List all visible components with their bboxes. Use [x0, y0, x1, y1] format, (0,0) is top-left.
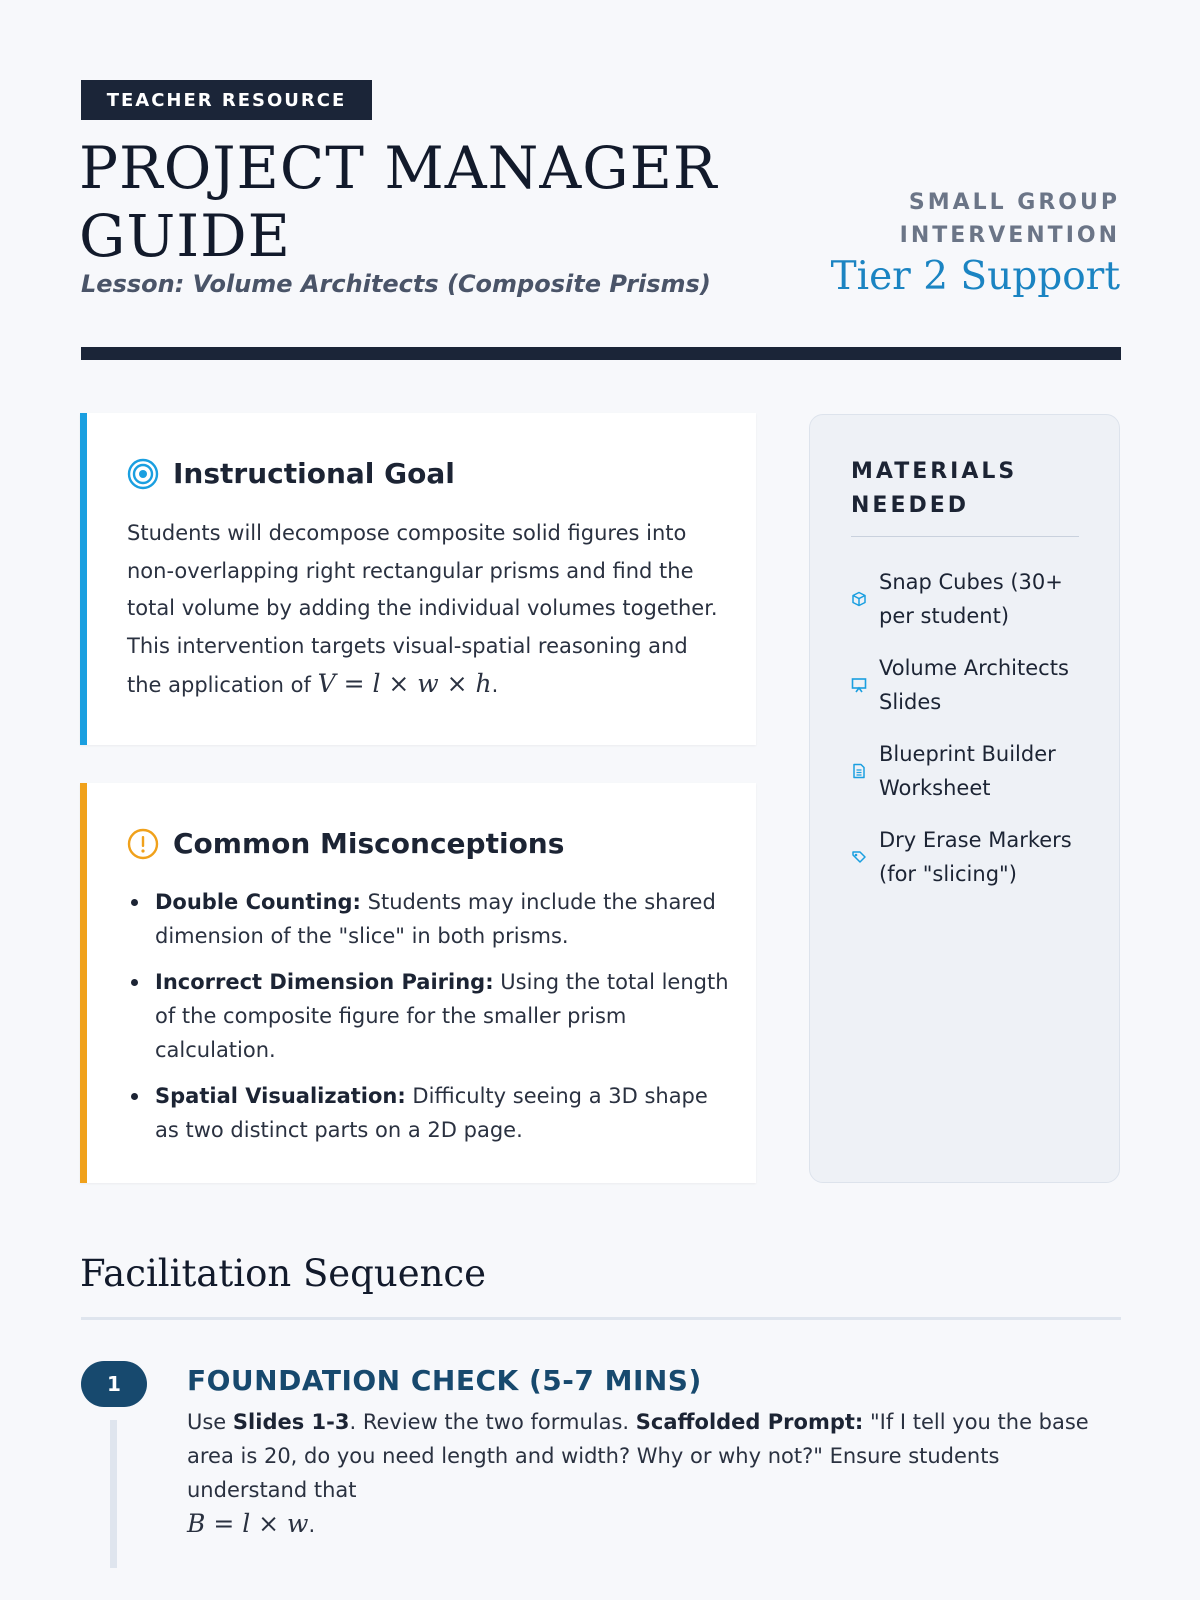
step-title: FOUNDATION CHECK (5-7 MINS): [187, 1364, 702, 1397]
goal-text-body: Students will decompose composite solid figures into non-overlapping right rectangular prisms and find the total volume by adding the individual volumes together. This intervention targets visual-spatial reasoning and the application of: [127, 521, 718, 697]
material-item-snap-cubes: [851, 565, 1091, 633]
misconception-text: Students may include the shared dimension of the "slice" in both prisms.: [155, 890, 716, 948]
misconceptions-card: [80, 783, 756, 1183]
misconception-term: Double Counting:: [155, 890, 361, 914]
goal-heading: Instructional Goal: [173, 457, 455, 490]
page-title-line2: GUIDE: [79, 202, 291, 270]
step-bold: Scaffolded Prompt:: [635, 1410, 864, 1434]
step-text: . Review the two formulas.: [349, 1410, 636, 1434]
cube-icon: [851, 591, 867, 607]
misconception-term: Incorrect Dimension Pairing:: [155, 970, 494, 994]
misconceptions-list: [155, 885, 737, 1159]
material-label: Blueprint Builder Worksheet: [879, 742, 1056, 800]
marker-icon: [851, 849, 867, 865]
alert-circle-icon: [127, 828, 159, 860]
step-timeline-line: [110, 1420, 117, 1568]
page-title-line1: PROJECT MANAGER: [79, 134, 718, 202]
instructional-goal-card: [80, 413, 756, 745]
step-number-badge: 1: [81, 1361, 147, 1407]
teacher-resource-badge: TEACHER RESOURCE: [81, 80, 372, 120]
target-icon: [127, 458, 159, 490]
goal-text-end: .: [491, 673, 499, 697]
misconceptions-header: [127, 827, 564, 860]
materials-panel: [809, 414, 1120, 1183]
list-item: [155, 965, 737, 1067]
sequence-title: Facilitation Sequence: [80, 1252, 487, 1295]
materials-heading: MATERIALS NEEDED: [851, 459, 1018, 518]
step-bold: Slides 1-3: [232, 1410, 350, 1434]
material-item-slides: [851, 651, 1091, 719]
misconceptions-heading: Common Misconceptions: [173, 827, 565, 860]
material-label: Dry Erase Markers (for "slicing"): [879, 828, 1072, 886]
material-item-worksheet: [851, 737, 1091, 805]
material-label: Volume Architects Slides: [879, 656, 1069, 714]
step-text: "If I tell you the base area is 20, do you need length and width? Why or why not?" Ensure students understand that: [187, 1410, 1089, 1502]
list-item: [155, 1079, 737, 1147]
materials-divider: [851, 536, 1079, 537]
material-label: Snap Cubes (30+ per student): [879, 570, 1063, 628]
misconception-text: Difficulty seeing a 3D shape as two distinct parts on a 2D page.: [155, 1084, 708, 1142]
group-label: SMALL GROUP INTERVENTION: [899, 190, 1120, 248]
step-text: Use: [187, 1410, 233, 1434]
volume-formula: V = l × w × h: [317, 669, 492, 698]
material-item-markers: [851, 823, 1091, 891]
tier-label: Tier 2 Support: [830, 254, 1120, 299]
lesson-subtitle: Lesson: Volume Architects (Composite Prisms): [81, 270, 711, 298]
goal-header: [127, 457, 455, 490]
misconception-term: Spatial Visualization:: [155, 1084, 406, 1108]
step-body: [187, 1405, 1123, 1542]
header-divider: [81, 347, 1121, 360]
document-icon: [851, 763, 867, 779]
goal-text: [127, 515, 727, 705]
page-title: [79, 134, 718, 270]
sequence-divider: [81, 1317, 1121, 1320]
step-text-end: .: [308, 1513, 316, 1537]
list-item: [155, 885, 737, 953]
base-area-formula: B = l × w: [187, 1509, 309, 1538]
presentation-icon: [851, 677, 867, 693]
misconception-text: Using the total length of the composite figure for the smaller prism calculation.: [155, 970, 729, 1062]
